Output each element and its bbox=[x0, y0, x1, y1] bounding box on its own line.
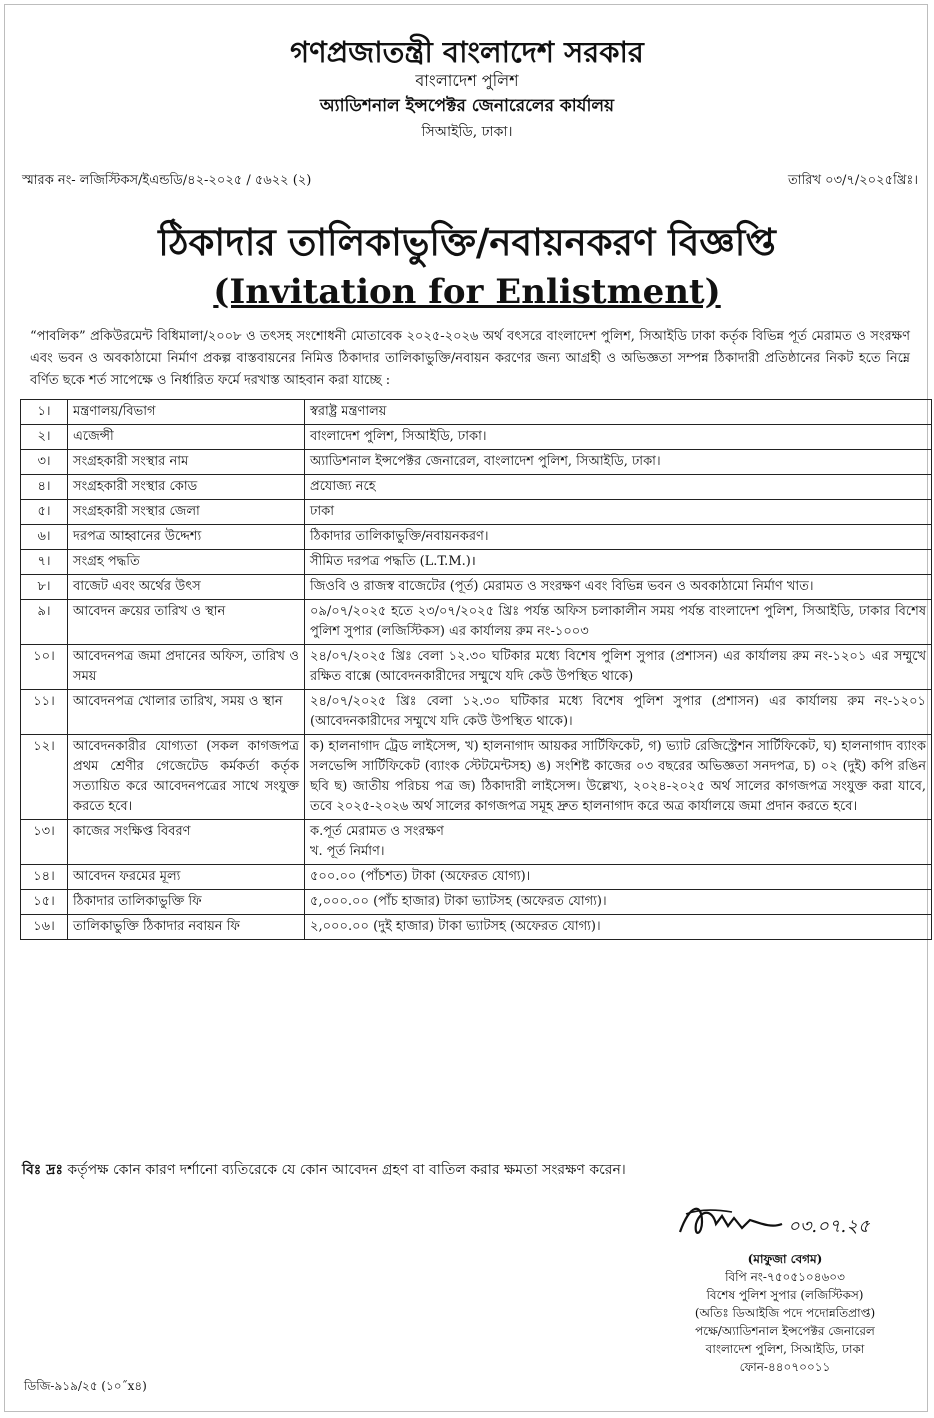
table-row bbox=[21, 735, 932, 820]
item-label: এজেন্সী bbox=[68, 425, 305, 450]
item-label: আবেদনপত্র খোলার তারিখ, সময় ও স্থান bbox=[68, 690, 305, 735]
item-number: ১৬। bbox=[21, 915, 68, 940]
item-label: সংগ্রহকারী সংস্থার জেলা bbox=[68, 500, 305, 525]
item-value: প্রযোজ্য নহে bbox=[305, 475, 932, 500]
item-label: তালিকাভুক্তি ঠিকাদার নবায়ন ফি bbox=[68, 915, 305, 940]
signatory-additional: (অতিঃ ডিআইজি পদে পদোন্নতিপ্রাপ্ত) bbox=[694, 1306, 876, 1320]
print-code: ডিজি-৯১৯/২৫ (১০˝x৪) bbox=[24, 1379, 147, 1393]
details-table bbox=[20, 399, 932, 940]
item-label: আবেদনকারীর যোগ্যতা (সকল কাগজপত্র প্রথম শ্রেণীর গেজেটেড কর্মকর্তা কর্তৃক সত্যায়িত করে আবেদনপত্রের সাথে সংযুক্ত করতে হবে। bbox=[68, 735, 305, 820]
item-label: দরপত্র আহ্বানের উদ্দেশ্য bbox=[68, 525, 305, 550]
signatory-phone: ফোন-৪৪০৭০০১১ bbox=[739, 1360, 831, 1374]
signatory-on-behalf: পক্ষে/অ্যাডিশনাল ইন্সপেক্টর জেনারেল bbox=[695, 1324, 875, 1338]
item-number: ১৪। bbox=[21, 865, 68, 890]
table-row bbox=[21, 525, 932, 550]
item-label: আবেদন ক্রয়ের তারিখ ও স্থান bbox=[68, 600, 305, 645]
office-name: অ্যাডিশনাল ইন্সপেক্টর জেনারেলের কার্যালয় bbox=[319, 96, 615, 116]
item-value: স্বরাষ্ট্র মন্ত্রণালয় bbox=[305, 400, 932, 425]
item-label: কাজের সংক্ষিপ্ত বিবরণ bbox=[68, 820, 305, 865]
signatory-designation: বিশেষ পুলিশ সুপার (লজিস্টিকস) bbox=[706, 1288, 864, 1302]
table-row bbox=[21, 690, 932, 735]
item-value: ২৪/০৭/২০২৫ খ্রিঃ বেলা ১২.৩০ ঘটিকার মধ্যে বিশেষ পুলিশ সুপার (প্রশাসন) এর কার্যালয় রুম নং-১২০১ এর সম্মুখে রক্ষিত বাক্সে (আবেদনকারীদের সম্মুখে যদি কেউ উপস্থিত থাকে) bbox=[305, 645, 932, 690]
signatory-org: বাংলাদেশ পুলিশ, সিআইডি, ঢাকা bbox=[705, 1342, 865, 1356]
item-value: ক.পূর্ত মেরামত ও সংরক্ষণ খ. পূর্ত নির্মাণ। bbox=[305, 820, 932, 865]
item-number: ৮। bbox=[21, 575, 68, 600]
item-value: ৫,০০০.০০ (পাঁচ হাজার) টাকা ভ্যাটসহ (অফেরত যোগ্য)। bbox=[305, 890, 932, 915]
notice-title-bangla: ঠিকাদার তালিকাভুক্তি/নবায়নকরণ বিজ্ঞপ্তি bbox=[158, 220, 776, 264]
signature-date: ০৩.০৭.২৫ bbox=[788, 1216, 870, 1237]
note-prefix: বিঃ দ্রঃ bbox=[22, 1162, 63, 1178]
item-value: ০৯/০৭/২০২৫ হতে ২৩/০৭/২০২৫ খ্রিঃ পর্যন্ত অফিস চলাকালীন সময় পর্যন্ত বাংলাদেশ পুলিশ, সিআইডি, ঢাকার বিশেষ পুলিশ সুপার (লজিস্টিকস) এর কার্যালয় রুম নং-১০০৩ bbox=[305, 600, 932, 645]
item-number: ২। bbox=[21, 425, 68, 450]
item-value: ৫০০.০০ (পাঁচশত) টাকা (অফেরত যোগ্য)। bbox=[305, 865, 932, 890]
table-row bbox=[21, 575, 932, 600]
notice-title-english: (Invitation for Enlistment) bbox=[213, 272, 721, 312]
item-value: বাংলাদেশ পুলিশ, সিআইডি, ঢাকা। bbox=[305, 425, 932, 450]
signature-image bbox=[672, 1194, 902, 1246]
table-row bbox=[21, 500, 932, 525]
table-row bbox=[21, 550, 932, 575]
table-row bbox=[21, 865, 932, 890]
item-label: সংগ্রহকারী সংস্থার নাম bbox=[68, 450, 305, 475]
item-label: বাজেট এবং অর্থের উৎস bbox=[68, 575, 305, 600]
item-value: ঠিকাদার তালিকাভুক্তি/নবায়নকরণ। bbox=[305, 525, 932, 550]
item-label: সংগ্রহকারী সংস্থার কোড bbox=[68, 475, 305, 500]
signature-block bbox=[650, 1250, 920, 1376]
item-label: আবেদনপত্র জমা প্রদানের অফিস, তারিখ ও সময় bbox=[68, 645, 305, 690]
government-name: গণপ্রজাতন্ত্রী বাংলাদেশ সরকার bbox=[290, 35, 644, 69]
table-row bbox=[21, 600, 932, 645]
item-number: ৪। bbox=[21, 475, 68, 500]
item-value: ঢাকা bbox=[305, 500, 932, 525]
table-row bbox=[21, 475, 932, 500]
item-number: ১৫। bbox=[21, 890, 68, 915]
table-row bbox=[21, 890, 932, 915]
department-name: বাংলাদেশ পুলিশ bbox=[415, 71, 519, 90]
item-value: ২৪/০৭/২০২৫ খ্রিঃ বেলা ১২.৩০ ঘটিকার মধ্যে বিশেষ পুলিশ সুপার (প্রশাসন) এর কার্যালয় রুম নং-১২০১ (আবেদনকারীদের সম্মুখে যদি কেউ উপস্থিত থাকে)। bbox=[305, 690, 932, 735]
item-number: ৯। bbox=[21, 600, 68, 645]
item-number: ১২। bbox=[21, 735, 68, 820]
item-value: ২,০০০.০০ (দুই হাজার) টাকা ভ্যাটসহ (অফেরত যোগ্য)। bbox=[305, 915, 932, 940]
item-label: মন্ত্রণালয়/বিভাগ bbox=[68, 400, 305, 425]
item-number: ৭। bbox=[21, 550, 68, 575]
item-number: ৫। bbox=[21, 500, 68, 525]
signatory-name: (মাফুজা বেগম) bbox=[747, 1252, 823, 1266]
item-number: ৬। bbox=[21, 525, 68, 550]
table-row bbox=[21, 400, 932, 425]
memo-number: স্মারক নং- লজিস্টিকস/ইএন্ডডি/৪২-২০২৫ / ৫৬২২ (২) bbox=[22, 173, 312, 188]
item-number: ৩। bbox=[21, 450, 68, 475]
table-row bbox=[21, 820, 932, 865]
item-label: আবেদন ফরমের মূল্য bbox=[68, 865, 305, 890]
intro-paragraph: “পাবলিক” প্রকিউরমেন্ট বিধিমালা/২০০৮ ও তৎসহ সংশোধনী মোতাবেক ২০২৫-২০২৬ অর্থ বৎসরে বাংলাদেশ পুলিশ, সিআইডি ঢাকা কর্তৃক বিভিন্ন পূর্ত মেরামত ও সংরক্ষণ এবং ভবন ও অবকাঠামো নির্মাণ প্রকল্প বাস্তবায়নের নিমিত্ত ঠিকাদার তালিকাভুক্তি/নবায়ন করণের জন্য আগ্রহী ও অভিজ্ঞতা সম্পন্ন ঠিকাদারী প্রতিষ্ঠানের নিকট হতে নিম্নে বর্ণিত ছকে শর্ত সাপেক্ষে ও নির্ধারিত ফর্মে দরখাস্ত আহবান করা যাচ্ছে : bbox=[30, 329, 910, 388]
item-number: ১০। bbox=[21, 645, 68, 690]
table-row bbox=[21, 915, 932, 940]
item-value: জিওবি ও রাজস্ব বাজেটের (পূর্ত) মেরামত ও সংরক্ষণ এবং বিভিন্ন ভবন ও অবকাঠামো নির্মাণ খাত। bbox=[305, 575, 932, 600]
table-row bbox=[21, 450, 932, 475]
item-label: ঠিকাদার তালিকাভুক্তি ফি bbox=[68, 890, 305, 915]
signatory-bp-no: বিপি নং-৭৫০৫১০৪৬০৩ bbox=[725, 1270, 845, 1284]
note bbox=[22, 1158, 626, 1182]
memo-date: তারিখ ০৩/৭/২০২৫খ্রিঃ। bbox=[788, 173, 918, 188]
item-value: সীমিত দরপত্র পদ্ধতি (L.T.M.)। bbox=[305, 550, 932, 575]
item-value: অ্যাডিশনাল ইন্সপেক্টর জেনারেল, বাংলাদেশ পুলিশ, সিআইডি, ঢাকা। bbox=[305, 450, 932, 475]
item-value: ক) হালনাগাদ ট্রেড লাইসেন্স, খ) হালনাগাদ আয়কর সার্টিফিকেট, গ) ভ্যাট রেজিস্ট্রেশন সার্টিফিকেট, ঘ) হালনাগাদ ব্যাংক সলভেন্সি সার্টিফিকেট (ব্যাংক স্টেটমেন্টসহ) ঙ) সংশিষ্ট কাজের ০৩ বছরের অভিজ্ঞতা সনদপত্র, চ) ০২ (দুই) কপি রঙিন ছবি ছ) জাতীয় পরিচয় পত্র জ) ঠিকাদারী লাইসেন্স। উল্লেখ্য, ২০২৪-২০২৫ অর্থ সালের কাগজপত্র সংযুক্ত করা যাবে, তবে ২০২৫-২০২৬ অর্থ সালের কাগজপত্র সমূহ দ্রুত হালনাগাদ করে অত্র কার্যালয়ে জমা প্রদান করতে হবে। bbox=[305, 735, 932, 820]
item-number: ১৩। bbox=[21, 820, 68, 865]
item-number: ১১। bbox=[21, 690, 68, 735]
item-number: ১। bbox=[21, 400, 68, 425]
note-text: কর্তৃপক্ষ কোন কারণ দর্শানো ব্যতিরেকে যে কোন আবেদন গ্রহণ বা বাতিল করার ক্ষমতা সংরক্ষণ করেন। bbox=[62, 1162, 626, 1178]
item-label: সংগ্রহ পদ্ধতি bbox=[68, 550, 305, 575]
office-location: সিআইডি, ঢাকা। bbox=[421, 124, 513, 140]
table-row bbox=[21, 425, 932, 450]
table-row bbox=[21, 645, 932, 690]
